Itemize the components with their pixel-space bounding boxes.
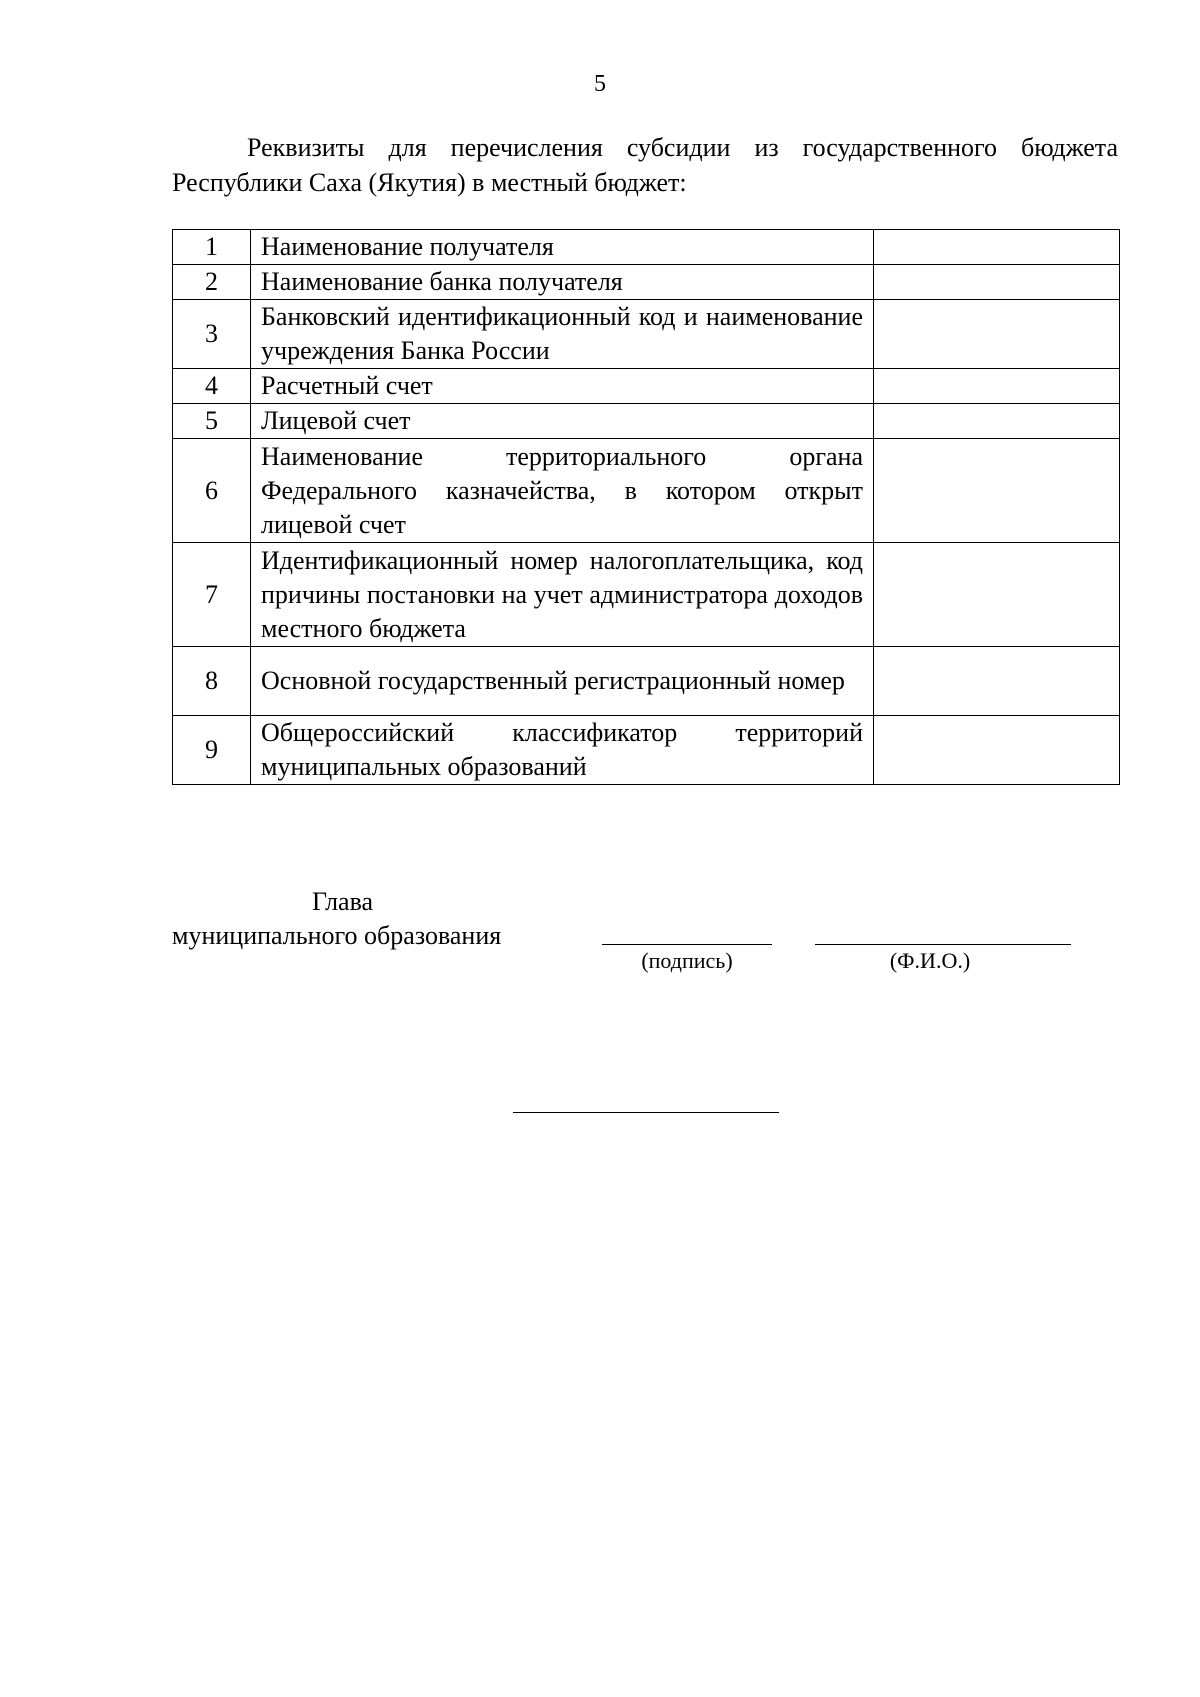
signature-line	[602, 944, 772, 945]
row-value	[874, 647, 1120, 716]
row-number: 8	[173, 647, 251, 716]
name-caption: (Ф.И.О.)	[889, 948, 971, 973]
row-value	[874, 265, 1120, 300]
table-row	[173, 300, 1120, 369]
signatory-title-line2: муниципального образования	[172, 921, 502, 950]
table-row	[173, 404, 1120, 439]
row-name: Наименование банка получателя	[251, 265, 874, 300]
row-value	[874, 369, 1120, 404]
table-row	[173, 265, 1120, 300]
signatory-title-line1: Глава	[312, 887, 374, 916]
row-number: 3	[173, 300, 251, 369]
table-row	[173, 647, 1120, 716]
name-line	[815, 944, 1071, 945]
table-row	[173, 543, 1120, 647]
row-name: Лицевой счет	[251, 404, 874, 439]
row-name: Наименование получателя	[251, 230, 874, 265]
row-name: Идентификационный номер налогоплательщика, код причины постановки на учет администратора доходов местного бюджета	[251, 543, 874, 647]
table-row	[173, 439, 1120, 543]
row-value	[874, 230, 1120, 265]
row-value	[874, 439, 1120, 543]
row-number: 1	[173, 230, 251, 265]
table-row	[173, 716, 1120, 785]
row-name: Расчетный счет	[251, 369, 874, 404]
row-number: 5	[173, 404, 251, 439]
row-name: Наименование территориального органа Федерального казначейства, в котором открыт лицевой счет	[251, 439, 874, 543]
table-row	[173, 369, 1120, 404]
intro-paragraph: Реквизиты для перечисления субсидии из государственного бюджета Республики Саха (Якутия) в местный бюджет:	[172, 133, 1118, 197]
signatory-title	[172, 885, 501, 953]
row-value	[874, 716, 1120, 785]
row-number: 9	[173, 716, 251, 785]
page-number: 5	[594, 71, 606, 97]
row-number: 4	[173, 369, 251, 404]
row-number: 2	[173, 265, 251, 300]
row-number: 7	[173, 543, 251, 647]
row-name: Основной государственный регистрационный номер	[251, 647, 874, 716]
row-name: Банковский идентификационный код и наименование учреждения Банка России	[251, 300, 874, 369]
row-name: Общероссийский классификатор территорий муниципальных образований	[251, 716, 874, 785]
row-value	[874, 404, 1120, 439]
row-number: 6	[173, 439, 251, 543]
table-row	[173, 230, 1120, 265]
row-value	[874, 300, 1120, 369]
end-divider	[513, 1112, 779, 1113]
row-value	[874, 543, 1120, 647]
signature-caption: (подпись)	[641, 948, 733, 973]
requisites-table	[172, 229, 1120, 785]
